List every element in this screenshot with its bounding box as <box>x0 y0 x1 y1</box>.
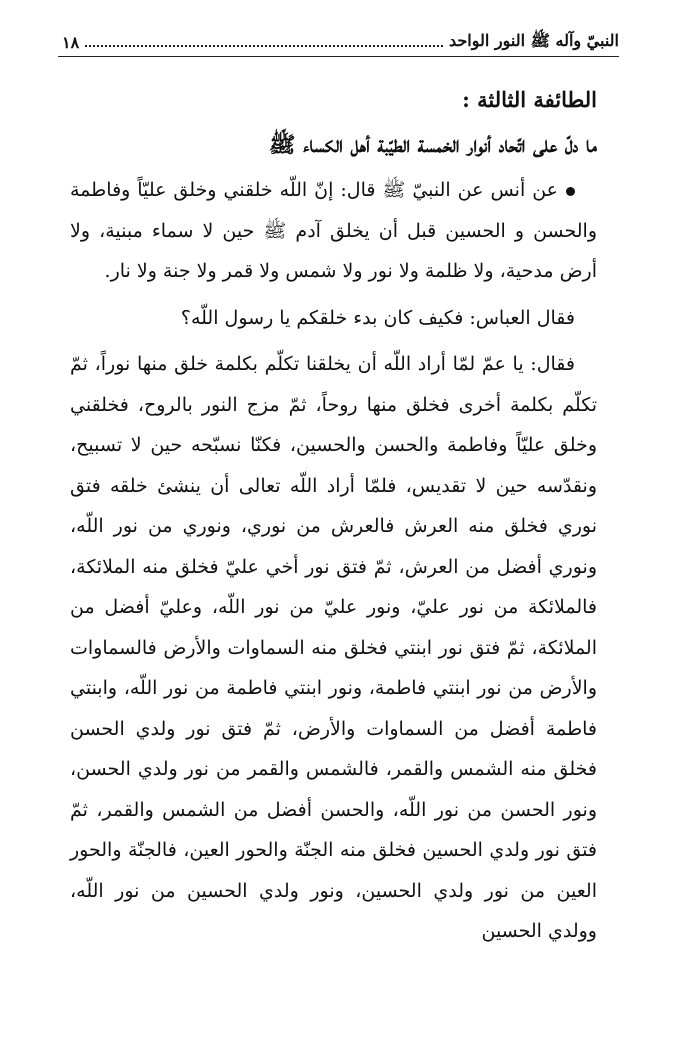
section-heading: الطائفة الثالثة : <box>462 87 597 112</box>
bullet-icon <box>566 187 575 196</box>
page-number: ١٨ <box>62 32 80 52</box>
paragraph-1-text: عن أنس عن النبيّ ﷺ قال: إنّ اللّه خلقني وخلق عليّاً وفاطمة والحسن و الحسين قبل أن يخلق آدم ﷺ حين لا سماء مبنية، ولا أرض مدحية، ولا ظلمة ولا نور ولا شمس ولا قمر ولا جنة ولا نار. <box>70 179 597 282</box>
paragraph-1 <box>70 170 597 292</box>
running-header <box>58 28 619 57</box>
subheading: ما دلّ على اتّحاد أنوار الخمسة الطيّبة أهل الكساء ﷺ <box>268 132 597 158</box>
paragraph-3: فقال: يا عمّ لمّا أراد اللّه أن يخلقنا تكلّم بكلمة خلق منها نوراً، ثمّ تكلّم بكلمة أخرى فخلق منها روحاً، ثمّ مزج النور بالروح، فخلقني وخلق عليّاً وفاطمة والحسن والحسين، فكنّا نسبّحه حين لا تسبيح، ونقدّسه حين لا تقديس، فلمّا أراد اللّه تعالى أن ينشئ خلقه فتق نوري فخلق منه العرش فالعرش من نوري، ونوري من نور اللّه، ونوري أفضل من العرش، ثمّ فتق نور أخي عليّ فخلق منه الملائكة، فالملائكة من نور عليّ، ونور عليّ من نور اللّه، وعليّ أفضل من الملائكة، ثمّ فتق نور ابنتي فخلق منه السماوات والأرض فالسماوات والأرض من نور ابنتي فاطمة، ونور ابنتي فاطمة من نور اللّه، وابنتي فاطمة أفضل من السماوات والأرض، ثمّ فتق نور ولدي الحسن فخلق منه الشمس والقمر، فالشمس والقمر من نور ولدي الحسن، ونور الحسن من نور اللّه، والحسن أفضل من الشمس والقمر، ثمّ فتق نور ولدي الحسين فخلق منه الجنّة والحور العين، فالجنّة والحور العين من نور ولدي الحسين، ونور ولدي الحسين من نور اللّه، وولدي الحسين <box>70 353 597 942</box>
paragraph-2: فقال العباس: فكيف كان بدء خلقكم يا رسول اللّه؟ <box>180 306 575 329</box>
header-dot-leader <box>85 45 443 47</box>
body-text <box>70 80 597 958</box>
header-title: النبيّ وآله ﷺ النور الواحد <box>448 30 619 50</box>
